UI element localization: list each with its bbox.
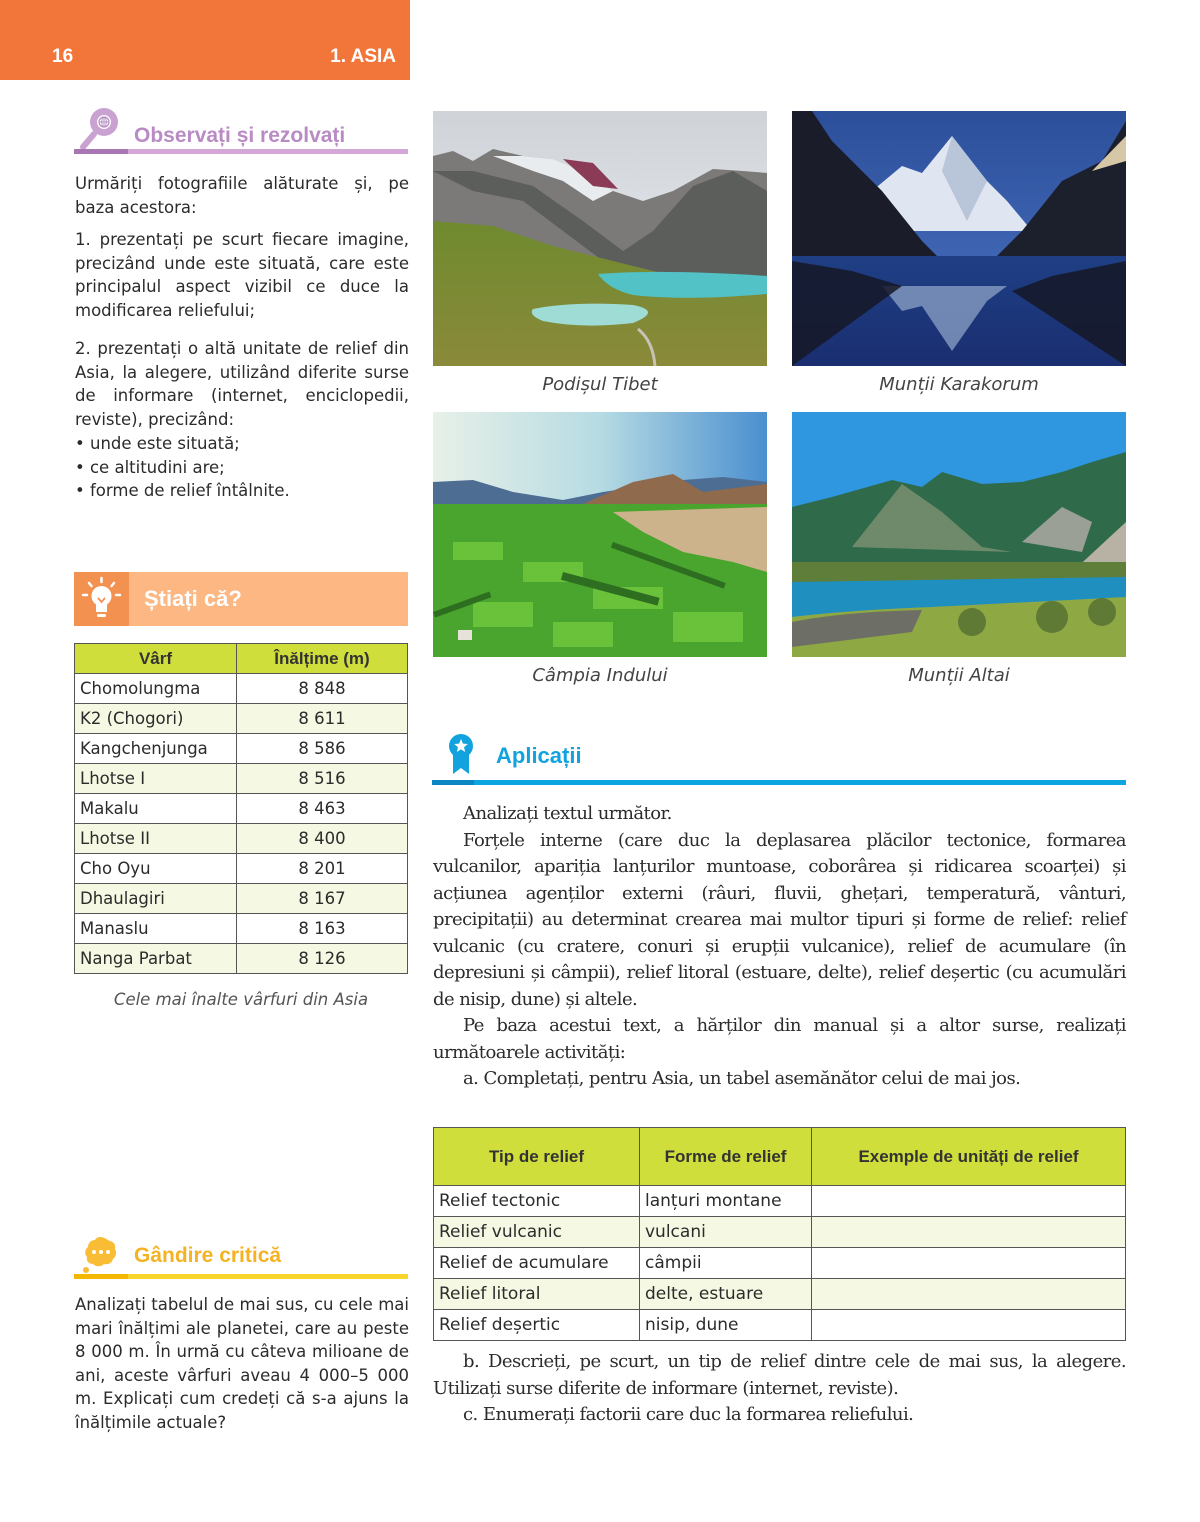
peak-name: Chomolungma [75,674,237,704]
table-row [75,674,408,704]
peak-height: 8 167 [237,884,408,914]
aplicatii-paragraph: Pe baza acestui text, a hărților din manual și a altor surse, realizați următoarele activități: [433,1015,1126,1063]
peak-height: 8 848 [237,674,408,704]
relief-forms: delte, estuare [640,1279,812,1310]
table-row [75,734,408,764]
peak-name: Manaslu [75,914,237,944]
relief-examples-cell [812,1279,1126,1310]
photo-karakoram-mountains [792,111,1126,366]
table-header-row [75,644,408,674]
bullet-item: • unde este situată; [75,432,290,456]
photo-altai-mountains [792,412,1126,657]
peak-height: 8 400 [237,824,408,854]
gandire-heading [80,1234,281,1278]
page-header [0,0,410,80]
aplicatii-tasks [433,1349,1126,1429]
page-number: 16 [52,46,74,67]
photo-caption: Podișul Tibet [542,374,658,395]
stiati-banner [74,572,408,626]
observati-divider [74,149,408,154]
relief-type: Relief deșertic [434,1310,640,1341]
observati-item-1: 1. prezentați pe scurt fiecare imagine, precizând unde este situată, care este principalul aspect vizibil ce duce la modificarea reliefului; [75,230,409,320]
table-row [75,824,408,854]
peak-name: Makalu [75,794,237,824]
relief-type: Relief de acumulare [434,1248,640,1279]
peak-name: Lhotse II [75,824,237,854]
table-row [434,1310,1126,1341]
bullet-item: • forme de relief întâlnite. [75,479,290,503]
gandire-text: Analizați tabelul de mai sus, cu cele mai mari înălțimi ale planetei, care au peste 8 000 m. În urmă cu câteva milioane de ani, aceste vârfuri aveau 4 000–5 000 m. Explicați cum credeți că s-a ajuns la înălțimile actuale? [75,1295,409,1432]
relief-forms: câmpii [640,1248,812,1279]
peak-name: Kangchenjunga [75,734,237,764]
photo-indus-plain [433,412,767,657]
aplicatii-paragraph: b. Descrieți, pe scurt, un tip de relief dintre cele de mai sus, la alegere. Utilizați surse diferite de informare (internet, reviste). [433,1351,1126,1399]
magnifier-globe-icon [80,106,120,154]
observati-intro: Urmăriți fotografiile alăturate și, pe baza acestora: [75,174,409,217]
aplicatii-heading [448,733,582,779]
table-row [434,1248,1126,1279]
peak-height: 8 586 [237,734,408,764]
peak-name: K2 (Chogori) [75,704,237,734]
observati-title: Observați și rezolvați [134,124,346,147]
peak-name: Lhotse I [75,764,237,794]
relief-examples-cell [812,1310,1126,1341]
peak-height: 8 516 [237,764,408,794]
table-row [75,944,408,974]
lightbulb-icon [74,572,129,626]
peaks-table-caption: Cele mai înalte vârfuri din Asia [113,990,369,1009]
table-header-row [434,1128,1126,1186]
stiati-title: Știați că? [144,586,242,611]
observati-heading [80,106,345,154]
relief-forms: nisip, dune [640,1310,812,1341]
column-header: Exemple de unități de relief [812,1128,1126,1186]
bullet-item: • ce altitudini are; [75,456,290,480]
aplicatii-paragraph: a. Completați, pentru Asia, un tabel asemănător celui de mai jos. [463,1068,1021,1089]
table-row [75,704,408,734]
aplicatii-paragraph: c. Enumerați factorii care duc la formarea reliefului. [463,1404,914,1425]
peak-height: 8 201 [237,854,408,884]
table-row [434,1186,1126,1217]
award-ribbon-icon [448,733,474,779]
column-header: Forme de relief [640,1128,812,1186]
peak-height: 8 163 [237,914,408,944]
table-row [75,854,408,884]
peak-height: 8 611 [237,704,408,734]
chapter-title: 1. ASIA [330,46,396,67]
table-row [75,794,408,824]
photo-caption: Câmpia Indului [532,665,668,686]
aplicatii-paragraph: Analizați textul următor. [463,803,672,824]
peak-name: Dhaulagiri [75,884,237,914]
aplicatii-text [433,801,1126,1093]
column-header: Înălțime (m) [237,644,408,674]
observati-item-2: 2. prezentați o altă unitate de relief din Asia, la alegere, utilizând diferite surse de informare (internet, enciclopedii, reviste), precizând: [75,339,409,429]
relief-type: Relief tectonic [434,1186,640,1217]
table-row [434,1217,1126,1248]
column-header: Vârf [75,644,237,674]
photo-caption: Munții Karakorum [879,374,1039,395]
relief-forms: vulcani [640,1217,812,1248]
relief-examples-cell [812,1248,1126,1279]
peak-name: Cho Oyu [75,854,237,884]
aplicatii-title: Aplicații [496,743,582,768]
table-row [75,914,408,944]
photo-tibet-plateau [433,111,767,366]
peak-name: Nanga Parbat [75,944,237,974]
table-row [434,1279,1126,1310]
relief-examples-cell [812,1217,1126,1248]
aplicatii-divider [432,780,1126,785]
table-row [75,884,408,914]
gandire-title: Gândire critică [134,1244,282,1267]
observati-bullet-list [75,432,290,503]
gandire-divider [74,1274,408,1279]
column-header: Tip de relief [434,1128,640,1186]
relief-type: Relief vulcanic [434,1217,640,1248]
photo-caption: Munții Altai [908,665,1010,686]
relief-type: Relief litoral [434,1279,640,1310]
relief-types-table [433,1127,1126,1341]
thought-bubble-icon [80,1234,120,1278]
peak-height: 8 463 [237,794,408,824]
table-row [75,764,408,794]
aplicatii-paragraph: Forțele interne (care duc la deplasarea plăcilor tectonice, formarea vulcanilor, apariția lanțurilor muntoase, coborârea și ridicarea scoarței) și acțiunea agenților externi (râuri, fluvii, ghețari, temperatură, vânturi, precipitații) au determinat crearea mai multor tipuri și forme de relief: relief vulcanic (cu cratere, conuri și erupții vulcanice), relief de acumulare (în depresiuni și câmpii), relief litoral (estuare, delte), relief deșertic (cu acumulări de nisip, dune) și altele. [433,829,1126,1010]
peaks-table [74,643,408,974]
relief-examples-cell [812,1186,1126,1217]
relief-forms: lanțuri montane [640,1186,812,1217]
peak-height: 8 126 [237,944,408,974]
